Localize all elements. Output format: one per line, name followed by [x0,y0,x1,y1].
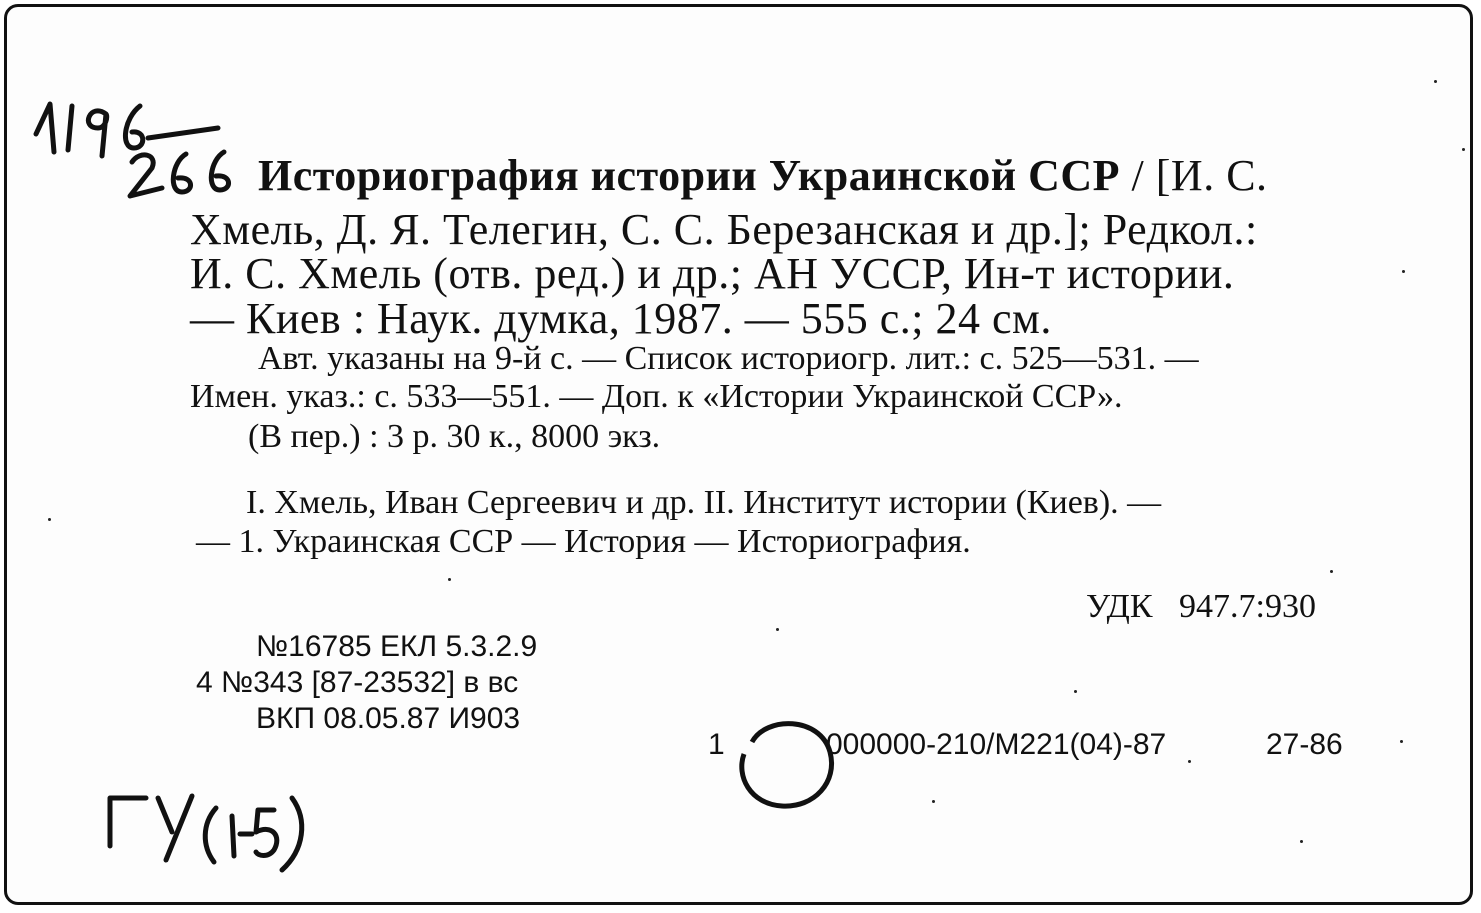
stamp-circle-icon [722,712,840,812]
speck [48,518,51,521]
registry-line-1: №16785 ЕКЛ 5.3.2.9 [256,630,538,663]
tracings-line-1: I. Хмель, Иван Сергеевич и др. II. Институт истории (Киев). — [246,484,1162,521]
handwritten-call-number [28,92,258,212]
title: Историография истории Украинской ССР [258,151,1121,200]
udc-number: УДК 947.7:930 [1086,588,1316,625]
speck [448,578,451,581]
speck [932,800,935,803]
notes-line-3: (В пер.) : 3 р. 30 к., 8000 экз. [248,418,661,455]
main-entry-line-1 [258,150,1268,201]
tracings-line-2: — 1. Украинская ССР — История — Историография. [196,523,971,560]
author-bracket-start: / [И. С. [1131,151,1268,200]
notes-line-2: Имен. указ.: с. 533—551. — Доп. к «Истории Украинской ССР». [190,378,1123,415]
registry-line-3: ВКП 08.05.87 И903 [256,702,521,735]
registry-line-2: 4 №343 [87-23532] в вс [196,666,519,699]
speck [1400,740,1403,743]
speck [1300,840,1303,843]
speck [1074,690,1077,693]
classification-number: 27-86 [1266,728,1343,761]
classification-prefix: 1 [708,728,725,761]
speck [1188,760,1191,763]
speck [1402,270,1405,273]
main-entry-line-3: И. С. Хмель (отв. ред.) и др.; АН УССР, Ин-т истории. [190,249,1235,298]
classification-code: 000000-210/М221(04)-87 [826,728,1167,761]
notes-line-1: Авт. указаны на 9-й с. — Список историогр. лит.: с. 525—531. — [258,340,1199,377]
main-entry-line-2: Хмель, Д. Я. Телегин, С. С. Березанская и др.]; Редкол.: [190,205,1258,254]
speck [1330,570,1333,573]
speck [1462,148,1465,151]
speck [1434,80,1437,83]
speck [776,628,779,631]
handwritten-shelf-mark [96,780,326,880]
main-entry-line-4: — Киев : Наук. думка, 1987. — 555 с.; 24 см. [190,294,1052,343]
